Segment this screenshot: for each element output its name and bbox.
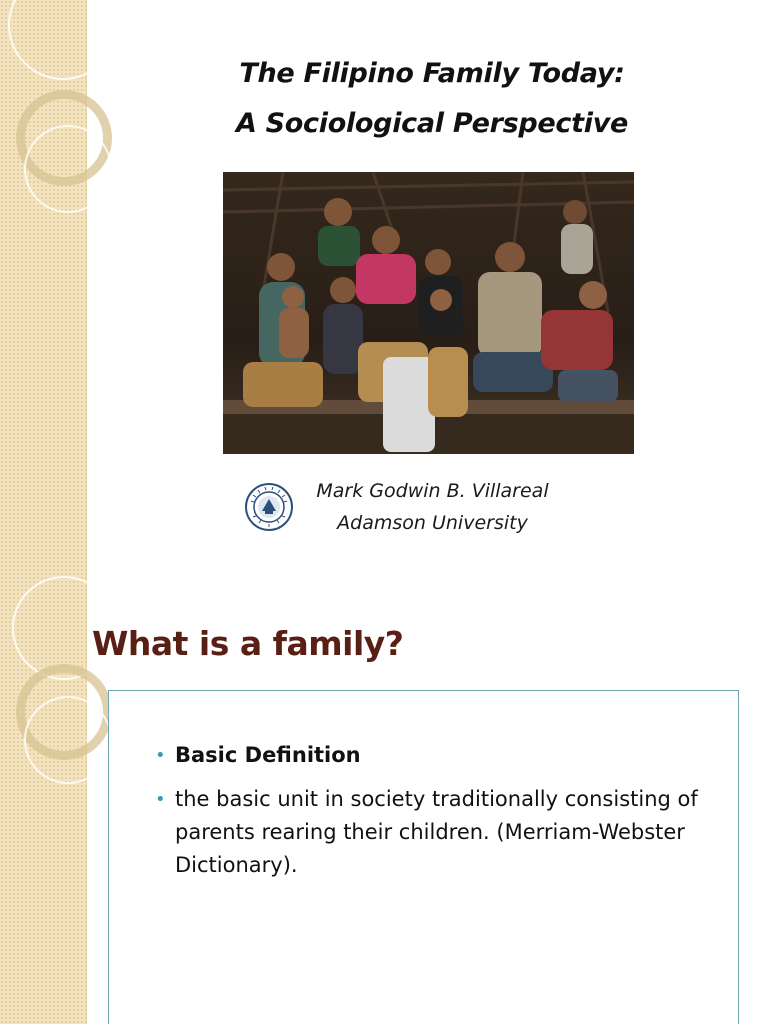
bullet-icon: • [155,789,166,810]
decorative-side-strip [0,576,87,1024]
bullet-icon: • [155,745,166,766]
content-box [108,690,739,1024]
author-affiliation: Adamson University [337,512,528,534]
slide-title-line-1: The Filipino Family Today: [239,58,625,89]
slide-title-line-2: A Sociological Perspective [235,108,629,139]
university-seal-logo [245,483,293,531]
bullet-item [155,783,735,882]
bullet-text: Basic Definition [175,743,361,767]
decorative-ring [8,0,118,80]
bullet-item [155,739,735,772]
decorative-ring [24,125,112,213]
decorative-ring [24,696,112,784]
bullet-text: the basic unit in society traditionally consisting of parents rearing their children. (Merriam-Webster Dictionary). [175,787,698,877]
definition-slide [0,576,768,1024]
slide-heading: What is a family? [92,624,404,663]
decorative-side-strip [0,0,87,576]
author-name: Mark Godwin B. Villareal [316,480,549,502]
family-photo [223,172,634,454]
